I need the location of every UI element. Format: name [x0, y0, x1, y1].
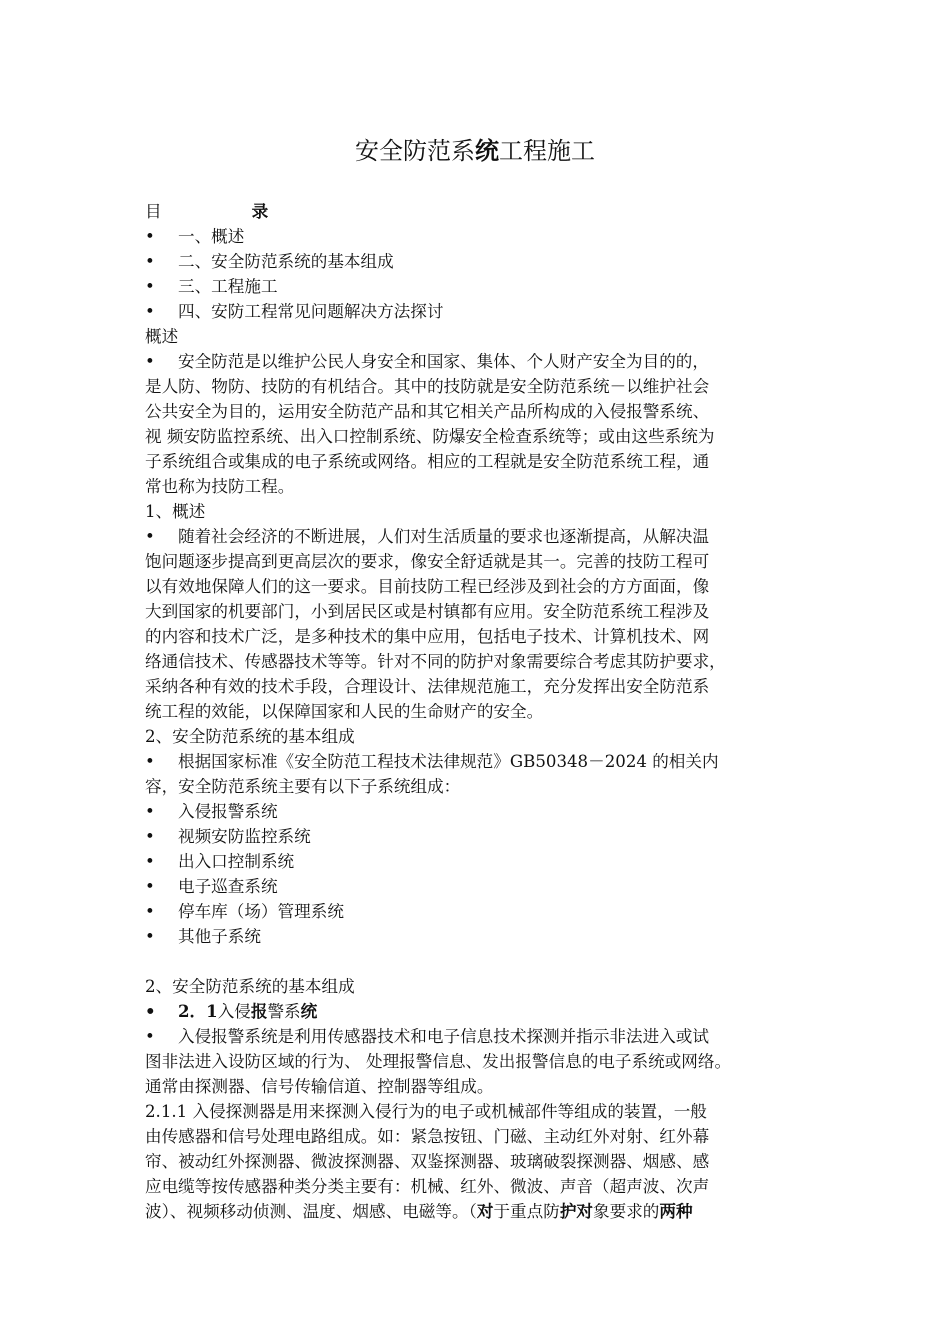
toc-item: • 四、安防工程常见问题解决方法探讨	[145, 299, 825, 324]
list-item: • 视频安防监控系统	[145, 824, 825, 849]
paragraph-line: 通常由探测器、信号传输信道、控制器等组成。	[145, 1077, 494, 1096]
paragraph-line: 波）、视频移动侦测、温度、烟感、电磁等。（对于重点防护对象要求的两种	[145, 1201, 693, 1221]
list-item: • 其他子系统	[145, 924, 825, 949]
list-item: • 电子巡查系统	[145, 874, 825, 899]
bullet: •	[145, 927, 155, 946]
paragraph-line: 应电缆等按传感器种类分类主要有：机械、红外、微波、声音（超声波、次声	[145, 1177, 710, 1196]
bullet: •	[145, 827, 155, 846]
title-text-end: 工程施工	[499, 137, 595, 165]
bullet: •	[145, 752, 155, 771]
paragraph-line: 子系统组合或集成的电子系统或网络。相应的工程就是安全防范系统工程，通	[145, 452, 710, 471]
title-bold-char: 统	[475, 136, 499, 165]
subsection-heading: • 2．1入侵报警系统	[145, 999, 825, 1024]
bullet: •	[145, 1027, 155, 1046]
bullet: •	[145, 302, 155, 321]
bullet: •	[145, 852, 155, 871]
paragraph-line: 络通信技术、传感器技术等等。针对不同的防护对象需要综合考虑其防护要求，	[145, 652, 726, 671]
paragraph-line: 容，安全防范系统主要有以下子系统组成：	[145, 777, 461, 796]
paragraph-line: 图非法进入设防区域的行为、 处理报警信息、发出报警信息的电子系统或网络。	[145, 1052, 732, 1071]
section-heading: 2、安全防范系统的基本组成	[145, 727, 355, 746]
bullet: •	[145, 527, 155, 546]
paragraph-line: 视 频安防监控系统、出入口控制系统、防爆安全检查系统等；或由这些系统为	[145, 427, 715, 446]
list-item: • 停车库（场）管理系统	[145, 899, 825, 924]
paragraph-line: 帘、被动红外探测器、微波探测器、双鉴探测器、玻璃破裂探测器、烟感、感	[145, 1152, 710, 1171]
list-item: • 出入口控制系统	[145, 849, 825, 874]
paragraph-line: 由传感器和信号处理电路组成。如：紧急按钮、门磁、主动红外对射、红外幕	[145, 1127, 710, 1146]
bullet: •	[145, 1001, 156, 1021]
toc-item: • 一、概述	[145, 224, 825, 249]
bullet: •	[145, 277, 155, 296]
paragraph-line: 是人防、物防、技防的有机结合。其中的技防就是安全防范系统－以维护社会	[145, 377, 710, 396]
bullet: •	[145, 352, 155, 371]
paragraph-line: 的内容和技术广泛，是多种技术的集中应用，包括电子技术、计算机技术、网	[145, 627, 710, 646]
toc-item: • 三、工程施工	[145, 274, 825, 299]
paragraph-line: 大到国家的机要部门，小到居民区或是村镇都有应用。安全防范系统工程涉及	[145, 602, 710, 621]
bullet: •	[145, 227, 155, 246]
title-text: 安全防范系	[355, 137, 475, 165]
toc-item: • 二、安全防范系统的基本组成	[145, 249, 825, 274]
paragraph-line: 统工程的效能，以保障国家和人民的生命财产的安全。	[145, 702, 544, 721]
paragraph-line: 饱问题逐步提高到更高层次的要求，像安全舒适就是其一。完善的技防工程可	[145, 552, 710, 571]
paragraph-line: 常也称为技防工程。	[145, 477, 295, 496]
paragraph-line: 公共安全为目的，运用安全防范产品和其它相关产品所构成的入侵报警系统、	[145, 402, 710, 421]
paragraph-line: 以有效地保障人们的这一要求。目前技防工程已经涉及到社会的方方面面，像	[145, 577, 710, 596]
paragraph-line: • 入侵报警系统是利用传感器技术和电子信息技术探测并指示非法进入或试	[145, 1024, 825, 1049]
bullet: •	[145, 877, 155, 896]
bullet: •	[145, 902, 155, 921]
section-heading: 1、概述	[145, 502, 206, 521]
toc-heading: 目 录	[145, 201, 269, 221]
section-heading: 2、安全防范系统的基本组成	[145, 977, 355, 996]
section-heading: 概述	[145, 327, 179, 346]
paragraph-line: • 随着社会经济的不断进展，人们对生活质量的要求也逐渐提高，从解决温	[145, 524, 825, 549]
list-item: • 入侵报警系统	[145, 799, 825, 824]
document-body	[145, 199, 825, 1224]
blank-line	[145, 949, 825, 974]
bullet: •	[145, 802, 155, 821]
paragraph-line: 2.1.1 入侵探测器是用来探测入侵行为的电子或机械部件等组成的装置，一般	[145, 1102, 707, 1121]
document-title	[0, 134, 950, 168]
bullet: •	[145, 252, 155, 271]
paragraph-line: • 根据国家标准《安全防范工程技术法律规范》GB50348－2024 的相关内	[145, 749, 825, 774]
paragraph-line: 采纳各种有效的技术手段，合理设计、法律规范施工，充分发挥出安全防范系	[145, 677, 710, 696]
paragraph-line: • 安全防范是以维护公民人身安全和国家、集体、个人财产安全为目的的，	[145, 349, 825, 374]
